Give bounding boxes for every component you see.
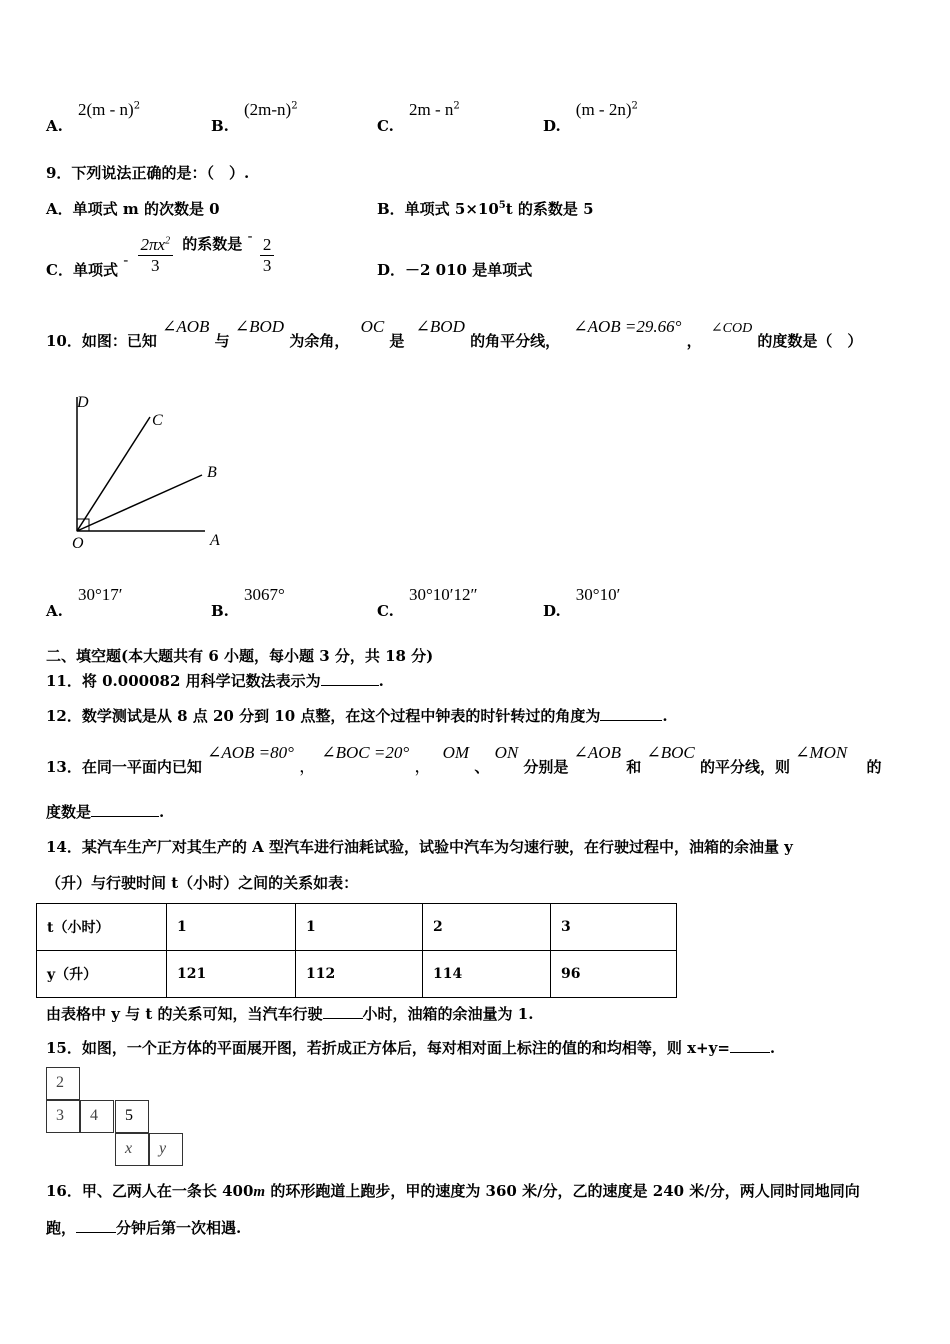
table-cell: 1 (296, 904, 423, 951)
q14-after: 由表格中 y 与 t 的关系可知，当汽车行驶 小时，油箱的余油量为 1. (46, 1005, 534, 1023)
table-row (37, 951, 677, 998)
table-cell: 112 (296, 951, 423, 998)
label-a: A (210, 532, 220, 549)
net-cell: y (149, 1133, 183, 1166)
q12-blank (600, 720, 662, 721)
table-row (37, 904, 677, 951)
q16-blank (76, 1232, 116, 1233)
table-cell: 96 (551, 951, 677, 998)
table-cell: y（升） (37, 951, 167, 998)
q14-line2: （升）与行驶时间 t（小时）之间的关系如表： (46, 874, 359, 892)
table-cell: 2 (423, 904, 551, 951)
angle-figure (40, 385, 240, 555)
q8-option-a: A. 2(m - n)$^2$ (46, 100, 141, 135)
q10-stem: 10．如图：已知 ∠AOB 与 ∠BOD 为余角， OC 是 ∠BOD 的角平分线， ∠AOB =29.66° ， ∠COD 的度数是（ ） (46, 317, 863, 350)
q16-line1: 16．甲、乙两人在一条长 400m 的环形跑道上跑步，甲的速度为 360 米/分，乙的速度是 240 米/分，两人同时同地同向 (46, 1182, 860, 1200)
net-cell: 2 (46, 1067, 80, 1100)
cube-net (46, 1067, 186, 1167)
net-cell: 4 (80, 1100, 114, 1133)
q10-option-c: C. 30°10′12″ (377, 585, 478, 620)
table-cell: 3 (551, 904, 677, 951)
label-d: D (77, 394, 89, 411)
net-cell: 5 (115, 1100, 149, 1133)
q10-option-d: D. 30°10′ (543, 585, 621, 620)
table-cell: 114 (423, 951, 551, 998)
q8-option-c: C. $2m - n^2$ (377, 100, 460, 135)
q9-option-d: D．－2 010 是单项式 (377, 261, 533, 279)
label-o: O (72, 535, 84, 552)
q11-blank (321, 685, 379, 686)
q9-stem: 9．下列说法正确的是：（ ）. (46, 164, 250, 182)
table-cell: 1 (167, 904, 296, 951)
net-cell: x (115, 1133, 149, 1166)
table-cell: 121 (167, 951, 296, 998)
label-c: C (152, 412, 163, 429)
q8-option-b: B. $(2m-n)^2$ (211, 100, 298, 135)
q10-option-b: B. 3067° (211, 585, 285, 620)
q15: 15．如图，一个正方体的平面展开图，若折成正方体后，每对相对面上标注的值的和均相等，则 x+y= . (46, 1039, 776, 1057)
q11: 11．将 0.000082 用科学记数法表示为 . (46, 672, 384, 690)
fuel-table (36, 903, 677, 998)
q8-option-d: D. (m - 2n)$^2$ (543, 100, 638, 135)
q16-line2: 跑， 分钟后第一次相遇. (46, 1219, 242, 1237)
q12: 12．数学测试是从 8 点 20 分到 10 点整，在这个过程中钟表的时针转过的角度为 . (46, 707, 668, 725)
table-cell: t（小时） (37, 904, 167, 951)
q13-line1: 13．在同一平面内已知 ∠AOB =80° ， ∠BOC =20° ， OM 、 ON 分别是 ∠AOB 和 ∠BOC 的平分线，则 ∠MON 的 (46, 743, 882, 776)
q15-blank (730, 1052, 770, 1053)
section-heading: 二、填空题(本大题共有 6 小题，每小题 3 分，共 18 分) (46, 647, 434, 665)
label-b: B (207, 464, 217, 481)
q14-blank (323, 1018, 363, 1019)
net-cell: 3 (46, 1100, 80, 1133)
q13-line2: 度数是 . (46, 803, 165, 821)
q13-blank (91, 816, 159, 817)
q9-option-c: C．单项式 - $\frac{2\pi x^2}{3}$ 的系数是 - $\frac{2}{3}$ (46, 235, 276, 285)
q9-option-b: B．单项式 $5\times 10^5t$ 的系数是 5 (377, 200, 594, 218)
q14-line1: 14．某汽车生产厂对其生产的 A 型汽车进行油耗试验，试验中汽车为匀速行驶，在行驶过程中，油箱的余油量 y (46, 838, 793, 856)
q9-option-a: A．单项式 m 的次数是 0 (46, 200, 220, 218)
q10-option-a: A. 30°17′ (46, 585, 123, 620)
